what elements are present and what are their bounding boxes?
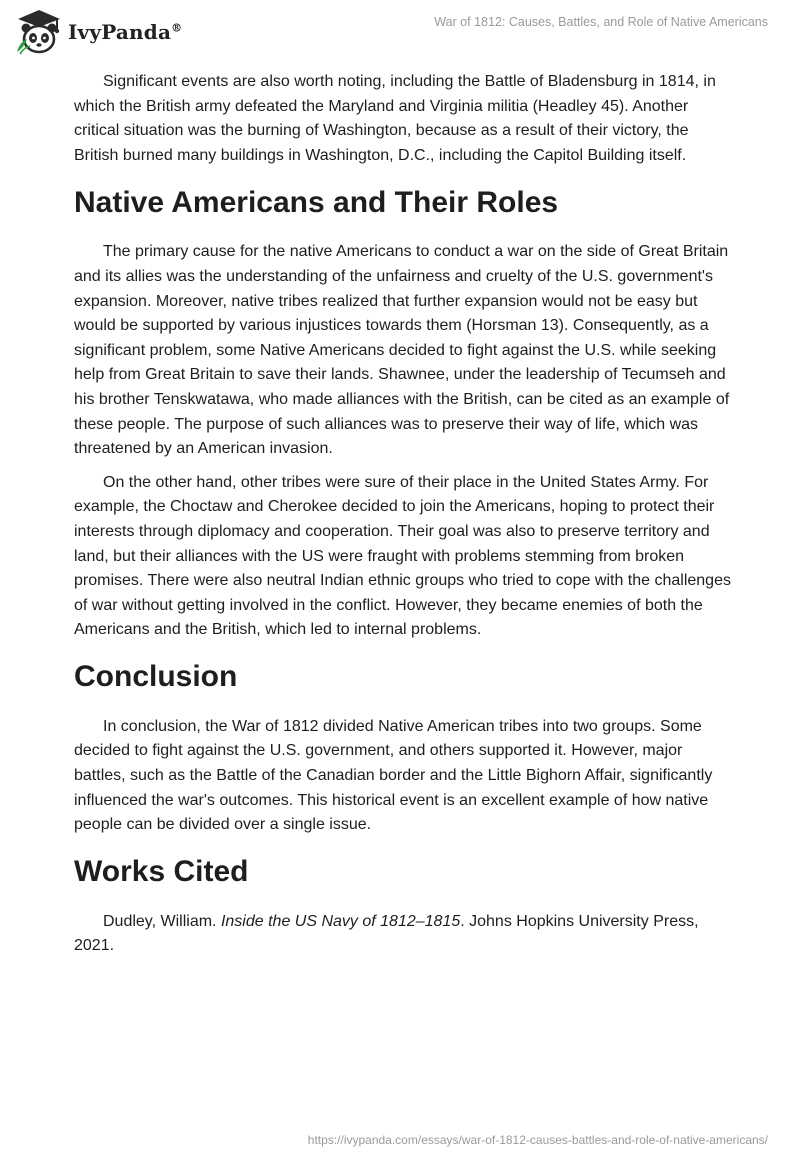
citation-publisher: . Johns Hopkins University Press, 2021. [74, 912, 699, 955]
native-paragraph-2: On the other hand, other tribes were sure of their place in the United States Army. For example, the Choctaw and Cherokee decided to join the Americans, hoping to protect their interests through diplomacy and cooperation. Their goal was also to preserve territory and land, but their alliances with the US were fraught with problems stemming from broken promises. There were also neutral Indian ethnic groups who tried to cope with the challenges of war without getting involved in the conflict. However, they became enemies of both the Americans and the British, which led to internal problems. [74, 473, 731, 639]
native-paragraph-1: The primary cause for the native Americans to conduct a war on the side of Great Britain and its allies was the understanding of the unfairness and cruelty of the U.S. government's expansion. Moreover, native tribes realized that further expansion would not be easy but would be supported by various injustices towards them (Horsman 13). Consequently, as a significant problem, some Native Americans decided to fight against the U.S. while seeking help from Great Britain to save their lands. Shawnee, under the leadership of Tecumseh and his brother Tenskwatawa, who made alliances with the British, can be cited as an example of these people. The purpose of such alliances was to preserve their way of life, which was threatened by an American invasion. [74, 243, 730, 458]
intro-paragraph: Significant events are also worth noting, including the Battle of Bladensburg in 1814, in which the British army defeated the Maryland and Virginia militia (Headley 45). Another critical situation was the burning of Washington, because as a result of their victory, the British burned many buildings in Washington, D.C., including the Capitol Building itself. [74, 73, 716, 164]
citation-book-title: Inside the US Navy of 1812–1815 [220, 912, 461, 930]
works-cited-heading: Works Cited [74, 854, 249, 888]
source-url[interactable]: https://ivypanda.com/essays/war-of-1812-causes-battles-and-role-of-native-americans/ [307, 1133, 768, 1147]
conclusion-paragraph: In conclusion, the War of 1812 divided Native American tribes into two groups. Some decided to fight against the U.S. government, and others supported it. However, major battles, such as the Battle of the Canadian border and the Little Bighorn Affair, significantly influenced the war's outcomes. This historical event is an excellent example of how native people can be divided over a single issue. [74, 717, 713, 834]
citation-entry [74, 910, 734, 959]
essay-content [74, 70, 734, 959]
citation-author: Dudley, William. [103, 912, 221, 930]
page-header [0, 0, 800, 66]
conclusion-heading: Conclusion [74, 659, 238, 693]
logo-wordmark: IvyPanda® [68, 20, 183, 44]
document-title: War of 1812: Causes, Battles, and Role of Native Americans [434, 15, 768, 29]
panda-graduate-icon [14, 8, 64, 56]
native-americans-heading: Native Americans and Their Roles [74, 186, 559, 220]
ivypanda-logo[interactable] [14, 8, 204, 56]
